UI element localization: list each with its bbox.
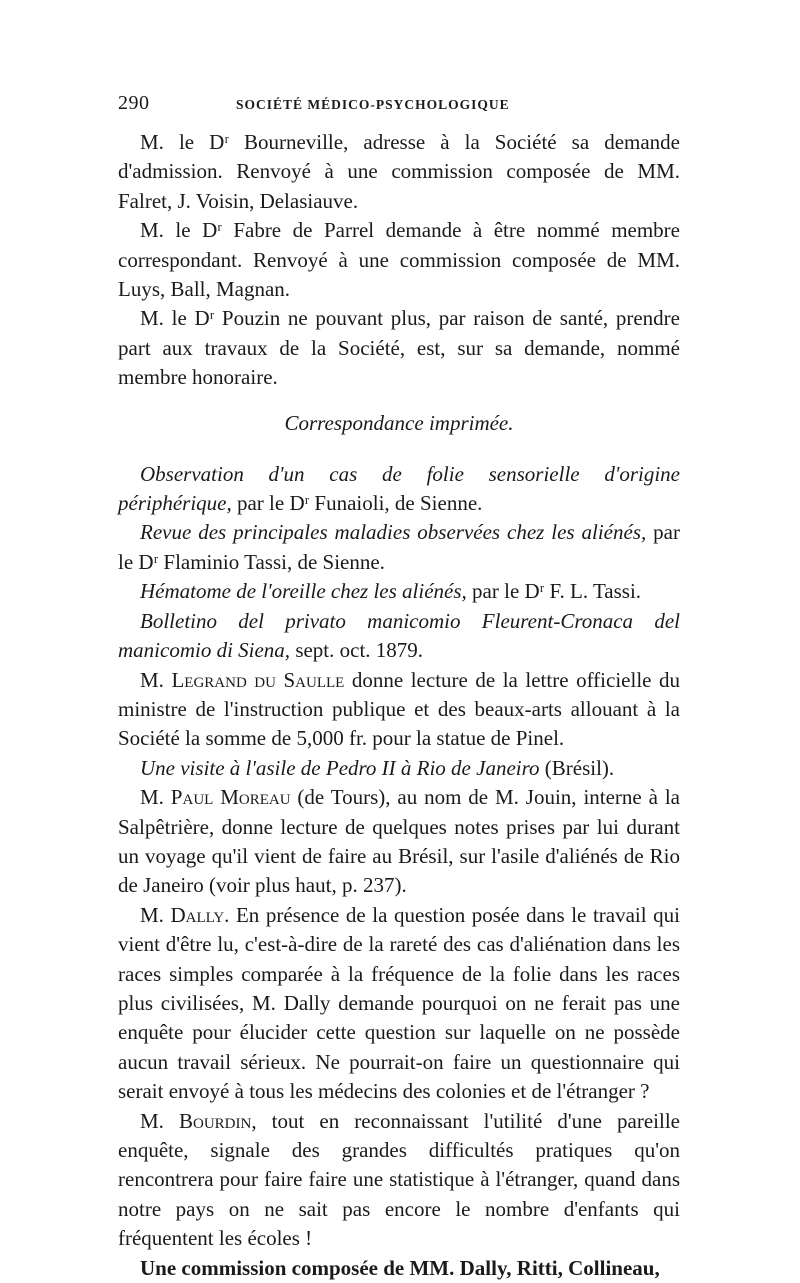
correspondence-item-1 [118, 460, 680, 519]
item-author: sept. oct. 1879. [290, 638, 424, 663]
correspondence-item-2 [118, 518, 680, 577]
paragraph-fabre: M. le Dʳ Fabre de Parrel demande à être nommé membre correspondant. Renvoyé à une commission composée de MM. Luys, Ball, Magnan. [118, 218, 680, 302]
work-suffix: (Brésil). [539, 755, 615, 780]
paragraph-last-line: Une commission composée de MM. Dally, Ritti, Collineau, [140, 1255, 660, 1280]
paragraph-moreau [118, 783, 680, 901]
correspondence-item-4 [118, 607, 680, 666]
item-title: Revue des principales maladies observées chez les aliénés, [140, 520, 647, 545]
work-title: Une visite à l'asile de Pedro II à Rio de Janeiro [140, 755, 540, 780]
running-head [118, 92, 680, 126]
correspondence-item-3 [118, 577, 680, 606]
item-author: par le Dʳ F. L. Tassi. [466, 579, 642, 604]
paragraph-dally [118, 901, 680, 1107]
item-title: Observation d'un cas de folie sensorielle d'origine périphérique, [118, 461, 680, 516]
speaker-name: M. Legrand du Saulle [140, 667, 345, 692]
running-title: SOCIÉTÉ MÉDICO-PSYCHOLOGIQUE [236, 97, 510, 112]
page-number: 290 [118, 92, 150, 114]
paragraph-visit-title [118, 754, 680, 783]
speaker-name: M. Dally. [140, 902, 230, 927]
item-author: par le Dʳ Flaminio Tassi, de Sienne. [118, 520, 680, 574]
paragraph-text: En présence de la question posée dans le travail qui vient d'être lu, c'est-à-dire de la rareté des cas d'aliénation dans les races simples comparée à la fréquence de la folie dans les races plus civilisées, M. Dally demande pourquoi on ne ferait pas une enquête pour élucider cette question sur laquelle on ne possède aucun travail sérieux. Ne pourrait-on faire un questionnaire qui serait envoyé à tous les médecins des colonies et de l'étranger ? [118, 902, 680, 1104]
speaker-name: M. Paul Moreau [140, 785, 291, 810]
paragraph-bourneville: M. le Dʳ Bourneville, adresse à la Société sa demande d'admission. Renvoyé à une commission composée de MM. Falret, J. Voisin, Delasiauve. [118, 130, 680, 213]
item-title: Hématome de l'oreille chez les aliénés, [140, 579, 467, 604]
paragraph-text: donne lecture de la lettre officielle du ministre de l'instruction publique et des beaux-arts allouant à la Société la somme de 5,000 fr. pour la statue de Pinel. [118, 667, 681, 751]
paragraph-text: tout en reconnaissant l'utilité d'une pareille enquête, signale des grandes difficultés pratiques qu'on rencontrera pour faire faire une statistique à l'étranger, quand dans notre pays on ne sait pas encore le nombre d'enfants qui fréquentent les écoles ! [118, 1108, 680, 1251]
paragraph-bourdin [118, 1107, 680, 1254]
item-author: par le Dʳ Funaioli, de Sienne. [231, 491, 483, 516]
paragraph-pouzin: M. le Dʳ Pouzin ne pouvant plus, par raison de santé, prendre part aux travaux de la Société, est, sur sa demande, nommé membre honoraire. [118, 306, 680, 390]
section-title: Correspondance imprimée. [284, 410, 514, 435]
book-page [118, 92, 680, 1283]
paragraph-text: (de Tours), au nom de M. Jouin, interne à la Salpêtrière, donne lecture de quelques notes prises par lui durant un voyage qu'il vient de faire au Brésil, sur l'asile d'aliénés de Rio de Janeiro (voir plus haut, p. 237). [118, 785, 680, 898]
speaker-name: M. Bourdin, [140, 1108, 257, 1133]
item-title: Bolletino del privato manicomio Fleurent-Cronaca del manicomio di Siena, [118, 608, 680, 663]
paragraph-legrand [118, 666, 680, 754]
